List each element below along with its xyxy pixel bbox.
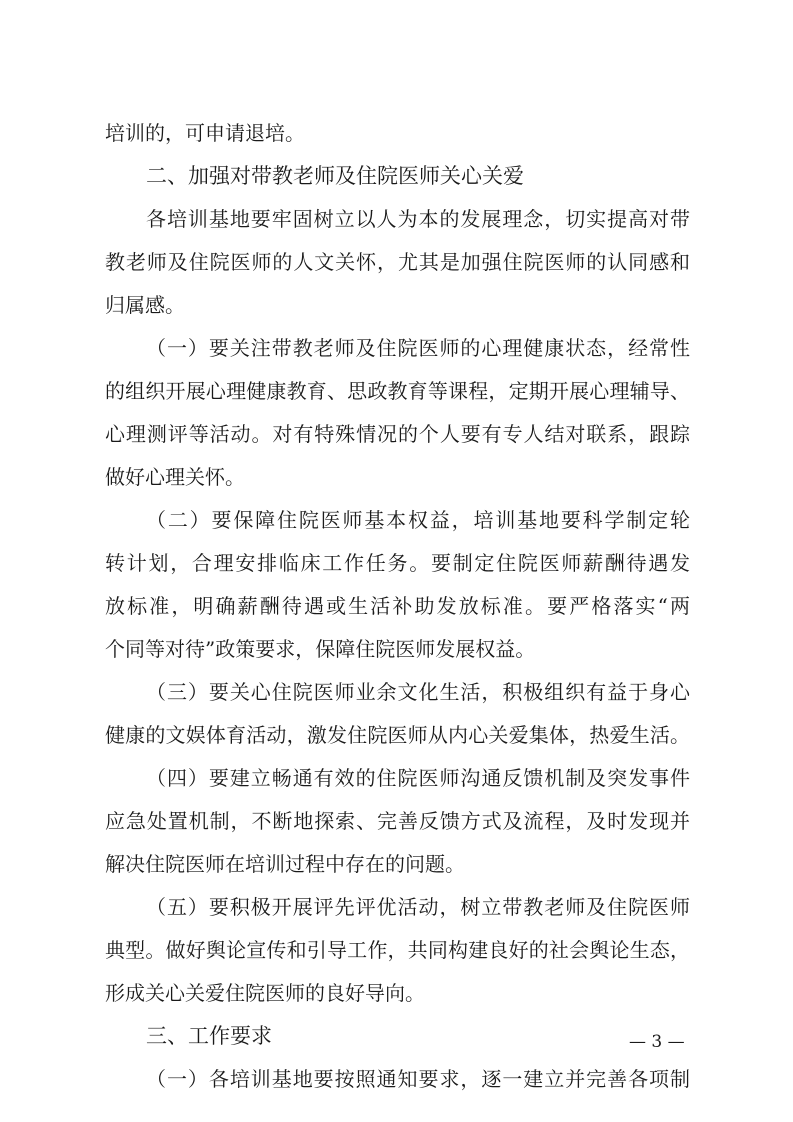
body-line: 典型。做好舆论宣传和引导工作，共同构建良好的社会舆论生态， <box>105 938 690 962</box>
body-line: （五）要积极开展评先评优活动，树立带教老师及住院医师 <box>146 895 690 919</box>
body-line: 转计划，合理安排临床工作任务。要制定住院医师薪酬待遇发 <box>105 551 690 575</box>
body-line: 心理测评等活动。对有特殊情况的个人要有专人结对联系，跟踪 <box>105 422 690 446</box>
body-line: 各培训基地要牢固树立以人为本的发展理念，切实提高对带 <box>146 207 690 231</box>
body-line: 健康的文娱体育活动，激发住院医师从内心关爱集体，热爱生活。 <box>105 723 690 747</box>
body-line: （一）各培训基地要按照通知要求，逐一建立并完善各项制 <box>146 1067 690 1091</box>
section-heading: 三、工作要求 <box>146 1024 272 1048</box>
body-line: 放标准，明确薪酬待遇或生活补助发放标准。要严格落实“两 <box>105 594 690 618</box>
section-heading: 二、加强对带教老师及住院医师关心关爱 <box>146 164 524 188</box>
body-line: （二）要保障住院医师基本权益，培训基地要科学制定轮 <box>146 508 690 532</box>
body-line: 的组织开展心理健康教育、思政教育等课程，定期开展心理辅导、 <box>105 379 690 403</box>
body-line: （四）要建立畅通有效的住院医师沟通反馈机制及突发事件 <box>146 766 690 790</box>
body-line: 做好心理关怀。 <box>105 465 245 489</box>
body-line: 归属感。 <box>105 293 185 317</box>
body-line: 个同等对待”政策要求，保障住院医师发展权益。 <box>105 637 536 661</box>
body-line: 解决住院医师在培训过程中存在的问题。 <box>105 852 465 876</box>
body-line: 应急处置机制，不断地探索、完善反馈方式及流程，及时发现并 <box>105 809 690 833</box>
body-line: 形成关心关爱住院医师的良好导向。 <box>105 981 425 1005</box>
body-line: （三）要关心住院医师业余文化生活，积极组织有益于身心 <box>146 680 690 704</box>
page-number: — 3 — <box>629 1032 685 1052</box>
body-line: 教老师及住院医师的人文关怀，尤其是加强住院医师的认同感和 <box>105 250 690 274</box>
body-line: （一）要关注带教老师及住院医师的心理健康状态，经常性 <box>146 336 690 360</box>
body-line: 培训的，可申请退培。 <box>105 121 305 145</box>
